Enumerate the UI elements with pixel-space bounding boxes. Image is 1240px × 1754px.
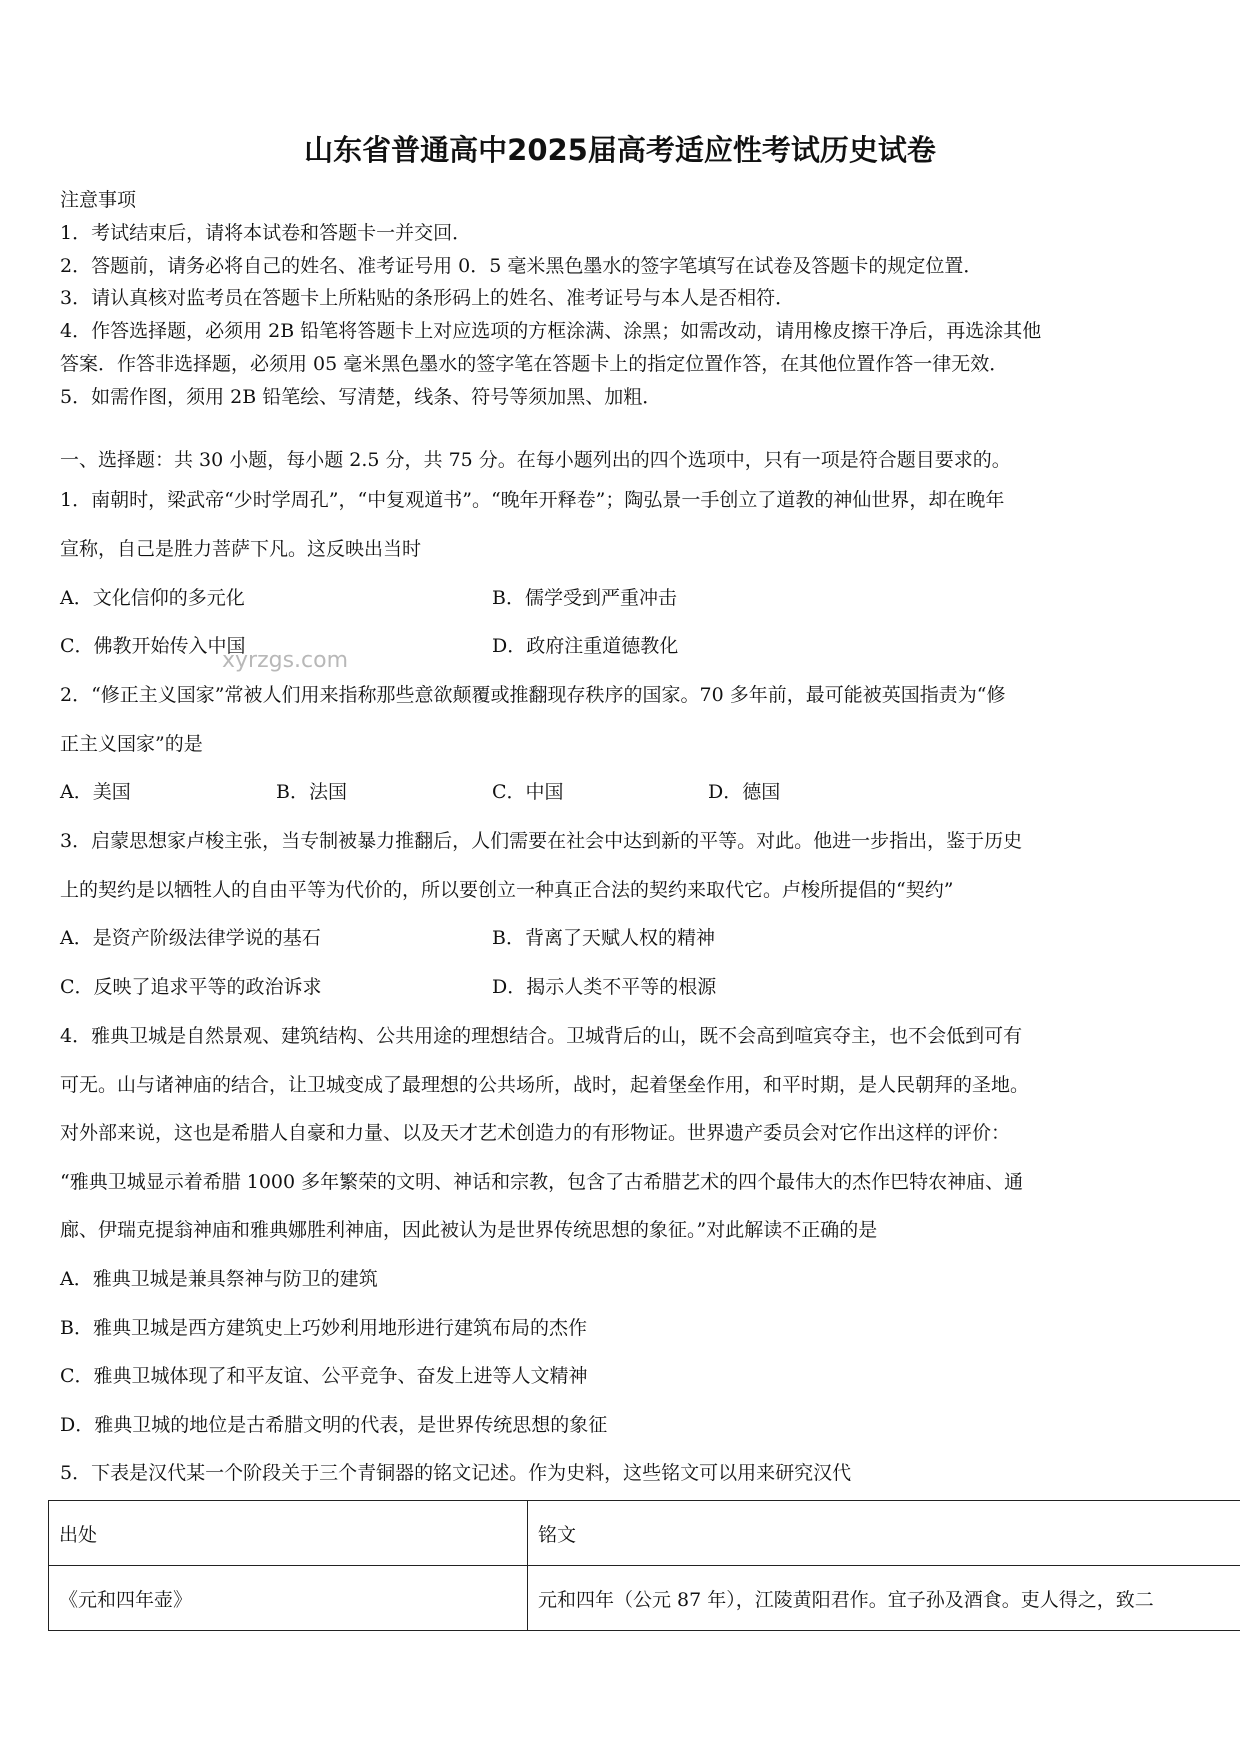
table-header-cell: 出处 [49,1501,528,1566]
question-1-text: 1．南朝时，梁武帝“少时学周孔”，“中复观道书”。“晚年开释卷”；陶弘景一手创立了道教的神仙世界，却在晚年 [60,489,1005,511]
q2-option-b: B．法国 [276,781,347,803]
question-4-text: “雅典卫城显示着希腊 1000 多年繁荣的文明、神话和宗教，包含了古希腊艺术的四个最伟大的杰作巴特农神庙、通 [60,1171,1024,1193]
notice-item: 4．作答选择题，必须用 2B 铅笔将答题卡上对应选项的方框涂满、涂黑；如需改动，请用橡皮擦干净后，再选涂其他 [60,320,1042,342]
notice-item: 答案．作答非选择题，必须用 05 毫米黑色墨水的签字笔在答题卡上的指定位置作答，在其他位置作答一律无效． [60,353,1009,375]
q4-option-d: D．雅典卫城的地位是古希腊文明的代表，是世界传统思想的象征 [60,1414,608,1436]
table-cell: 元和四年（公元 87 年），江陵黄阳君作。宜子孙及酒食。吏人得之，致二 [528,1566,1240,1631]
notice-heading: 注意事项 [60,189,137,211]
section-heading: 一、选择题：共 30 小题，每小题 2.5 分，共 75 分。在每小题列出的四个选项中，只有一项是符合题目要求的。 [60,449,1011,471]
notice-item: 2．答题前，请务必将自己的姓名、准考证号用 0．5 毫米黑色墨水的签字笔填写在试卷及答题卡的规定位置． [60,255,983,277]
q2-option-d: D．德国 [708,781,781,803]
q2-option-a: A．美国 [60,781,131,803]
question-3-text: 上的契约是以牺牲人的自由平等为代价的，所以要创立一种真正合法的契约来取代它。卢梭所提倡的“契约” [60,879,954,901]
q3-option-c: C．反映了追求平等的政治诉求 [60,976,322,998]
question-4-text: 廊、伊瑞克提翁神庙和雅典娜胜利神庙，因此被认为是世界传统思想的象征。”对此解读不正确的是 [60,1219,878,1241]
question-5-text: 5．下表是汉代某一个阶段关于三个青铜器的铭文记述。作为史料，这些铭文可以用来研究汉代 [60,1462,852,1484]
notice-item: 3．请认真核对监考员在答题卡上所粘贴的条形码上的姓名、准考证号与本人是否相符． [60,287,795,309]
q4-option-c: C．雅典卫城体现了和平友谊、公平竞争、奋发上进等人文精神 [60,1365,588,1387]
q3-option-b: B．背离了天赋人权的精神 [492,927,715,949]
question-1-text: 宣称，自己是胜力菩萨下凡。这反映出当时 [60,538,422,560]
q4-option-a: A．雅典卫城是兼具祭神与防卫的建筑 [60,1268,378,1290]
q3-option-d: D．揭示人类不平等的根源 [492,976,717,998]
q2-option-c: C．中国 [492,781,564,803]
table-header-row [49,1501,1240,1566]
notice-item: 5．如需作图，须用 2B 铅笔绘、写清楚，线条、符号等须加黑、加粗． [60,386,662,408]
question-2-text: 2．“修正主义国家”常被人们用来指称那些意欲颠覆或推翻现存秩序的国家。70 多年前，最可能被英国指责为“修 [60,684,1006,706]
watermark: xyrzgs.com [222,648,349,673]
question-4-text: 对外部来说，这也是希腊人自豪和力量、以及天才艺术创造力的有形物证。世界遗产委员会对它作出这样的评价： [60,1122,1011,1144]
page-title: 山东省普通高中2025届高考适应性考试历史试卷 [304,133,936,167]
notice-item: 1．考试结束后，请将本试卷和答题卡一并交回． [60,222,472,244]
q1-option-a: A．文化信仰的多元化 [60,587,245,609]
q4-option-b: B．雅典卫城是西方建筑史上巧妙利用地形进行建筑布局的杰作 [60,1317,587,1339]
question-2-text: 正主义国家”的是 [60,733,203,755]
q1-option-d: D．政府注重道德教化 [492,635,679,657]
table-header-cell: 铭文 [528,1501,1240,1566]
question-4-text: 可无。山与诸神庙的结合，让卫城变成了最理想的公共场所，战时，起着堡垒作用，和平时期，是人民朝拜的圣地。 [60,1074,1030,1096]
question-3-text: 3．启蒙思想家卢梭主张，当专制被暴力推翻后，人们需要在社会中达到新的平等。对此。他进一步指出，鉴于历史 [60,830,1023,852]
table-row [49,1566,1240,1631]
inscription-table [48,1500,1240,1631]
q1-option-c: C．佛教开始传入中国 [60,635,246,657]
question-4-text: 4．雅典卫城是自然景观、建筑结构、公共用途的理想结合。卫城背后的山，既不会高到喧宾夺主，也不会低到可有 [60,1025,1023,1047]
q1-option-b: B．儒学受到严重冲击 [492,587,677,609]
table-cell: 《元和四年壶》 [49,1566,528,1631]
q3-option-a: A．是资产阶级法律学说的基石 [60,927,321,949]
